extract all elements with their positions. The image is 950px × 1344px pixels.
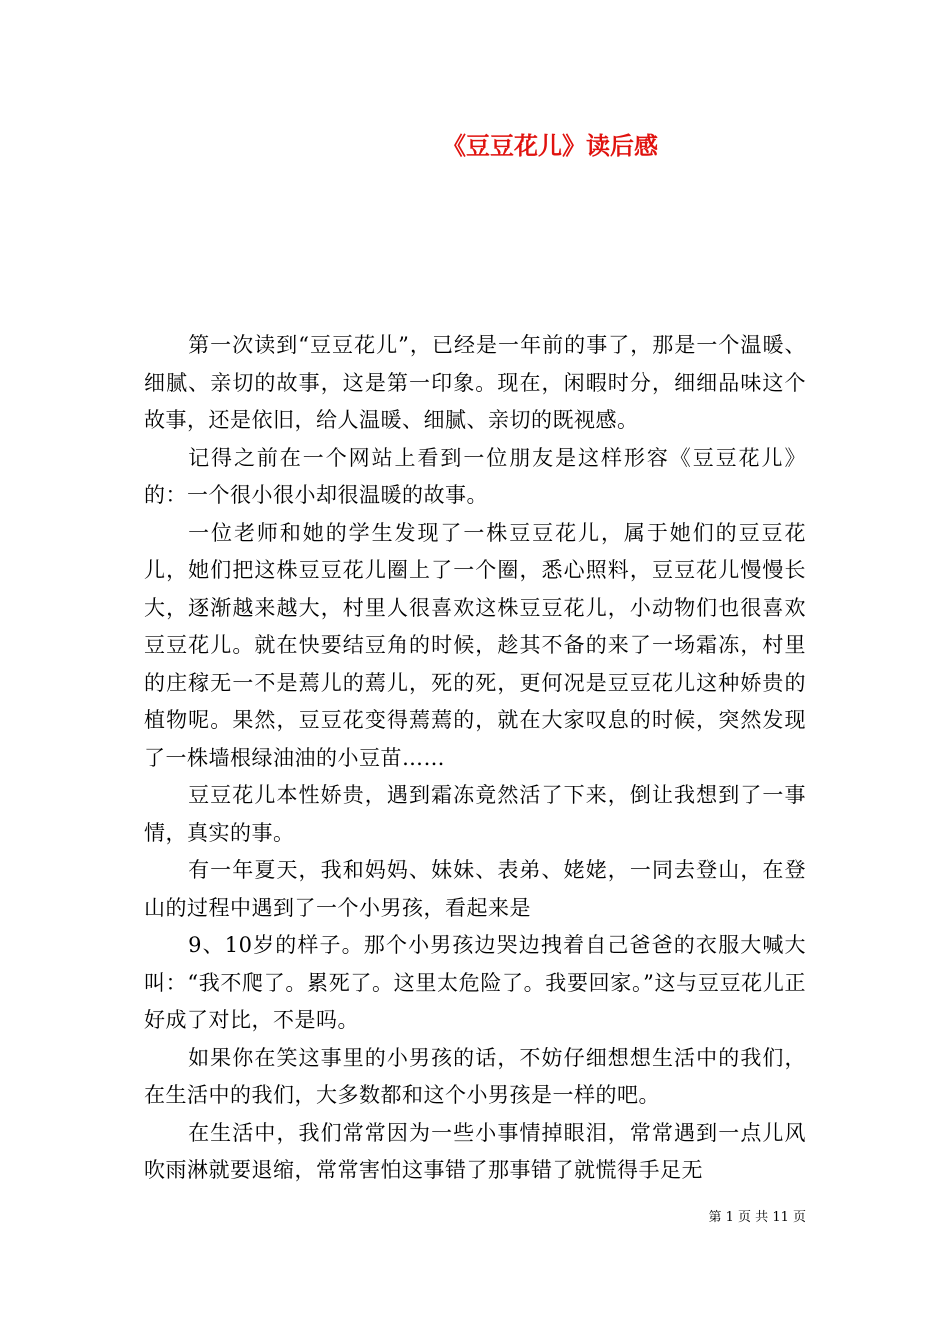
document-body (144, 327, 806, 1190)
paragraph-8: 在生活中，我们常常因为一些小事情掉眼泪，常常遇到一点儿风吹雨淋就要退缩，常常害怕这事错了那事错了就慌得手足无 (144, 1120, 806, 1182)
paragraph-5: 有一年夏天，我和妈妈、妹妹、表弟、姥姥，一同去登山，在登山的过程中遇到了一个小男孩，看起来是 (144, 858, 806, 920)
paragraph-1: 第一次读到“豆豆花儿”，已经是一年前的事了，那是一个温暖、细腻、亲切的故事，这是第一印象。现在，闲暇时分，细细品味这个故事，还是依旧，给人温暖、细腻、亲切的既视感。 (144, 333, 806, 432)
paragraph-6: 9、10岁的样子。那个小男孩边哭边拽着自己爸爸的衣服大喊大叫：“我不爬了。累死了。这里太危险了。我要回家。”这与豆豆花儿正好成了对比，不是吗。 (144, 933, 806, 1032)
document-title: 《豆豆花儿》读后感 (442, 131, 658, 160)
paragraph-4: 豆豆花儿本性娇贵，遇到霜冻竟然活了下来，倒让我想到了一事情，真实的事。 (144, 783, 806, 845)
paragraph-7: 如果你在笑这事里的小男孩的话，不妨仔细想想生活中的我们，在生活中的我们，大多数都和这个小男孩是一样的吧。 (144, 1045, 806, 1107)
paragraph-3: 一位老师和她的学生发现了一株豆豆花儿，属于她们的豆豆花儿，她们把这株豆豆花儿圈上了一个圈，悉心照料，豆豆花儿慢慢长大，逐渐越来越大，村里人很喜欢这株豆豆花儿，小动物们也很喜欢豆豆花儿。就在快要结豆角的时候，趁其不备的来了一场霜冻，村里的庄稼无一不是蔫儿的蔫儿，死的死，更何况是豆豆花儿这种娇贵的植物呢。果然，豆豆花变得蔫蔫的，就在大家叹息的时候，突然发现了一株墙根绿油油的小豆苗…… (144, 520, 806, 770)
page-number-footer: 第 1 页 共 11 页 (708, 1210, 806, 1225)
paragraph-2: 记得之前在一个网站上看到一位朋友是这样形容《豆豆花儿》的：一个很小很小却很温暖的故事。 (144, 445, 806, 507)
